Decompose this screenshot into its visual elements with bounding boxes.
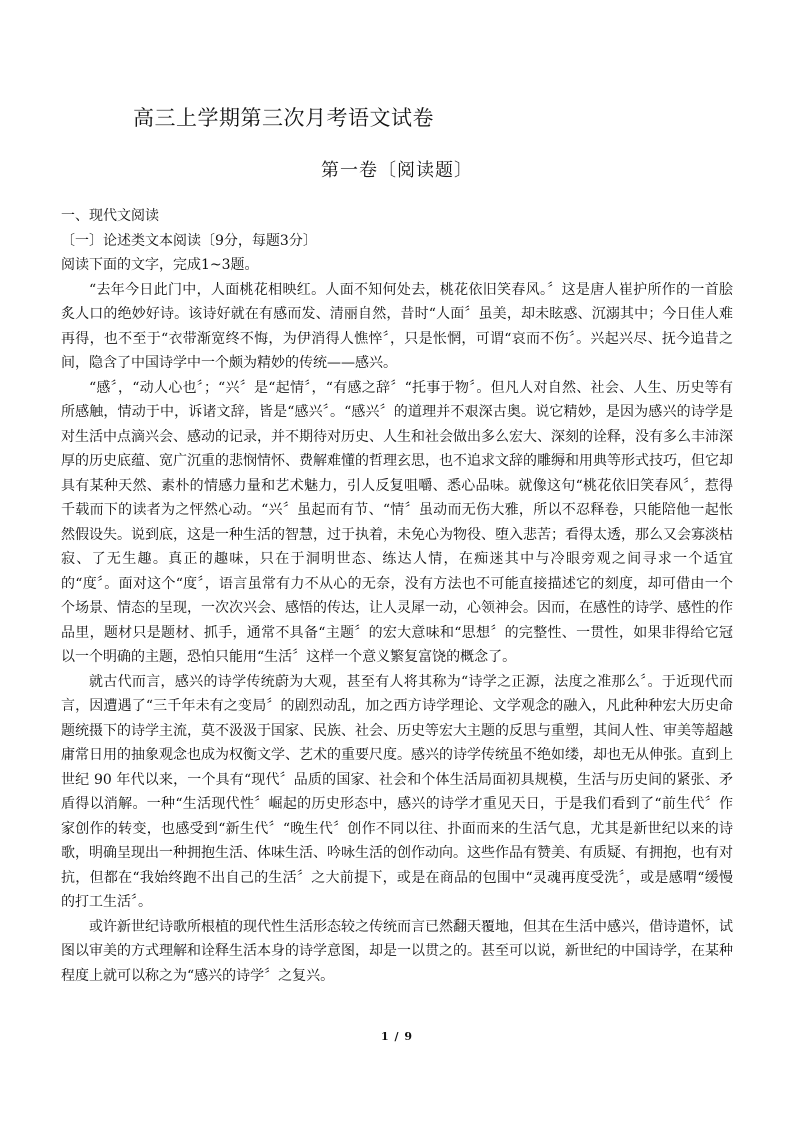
passage-paragraph-1: “去年今日此门中，人面桃花相映红。人面不知何处去，桃花依旧笑春风。〞这是唐人崔护所作的一首脍炙人口的绝妙好诗。该诗好就在有感而发、清丽自然，昔时“人面〞虽美，却未眩惑、沉溺其中；今日佳人难再得，也不至于“衣带渐宽终不悔，为伊消得人憔悴〞，只是怅惘，可谓“哀而不伤〞。兴起兴尽、抚今追昔之间，隐含了中国诗学中一个颇为精妙的传统——感兴。 [61, 281, 733, 371]
exam-content [61, 204, 733, 988]
volume-subtitle: 第一卷〔阅读题〕 [321, 160, 473, 181]
page-number: 1 / 9 [381, 1030, 413, 1043]
reading-instruction: 阅读下面的文字，完成1~3题。 [61, 257, 259, 273]
section-heading: 一、现代文阅读 [61, 208, 159, 224]
passage-paragraph-4: 或许新世纪诗歌所根植的现代性生活形态较之传统而言已然翻天覆地，但其在生活中感兴，借诗遣怀，试图以审美的方式理解和诠释生活本身的诗学意图，却是一以贯之的。甚至可以说，新世纪的中国诗学，在某种程度上就可以称之为“感兴的诗学〞之复兴。 [61, 918, 733, 984]
exam-title: 高三上学期第三次月考语文试卷 [133, 106, 434, 130]
section-subheading: 〔一〕论述类文本阅读〔9分，每题3分〕 [61, 232, 317, 249]
passage-paragraph-2: “感〞，“动人心也〞；“兴〞是“起情〞，“有感之辞〞“托事于物〞。但凡人对自然、社会、人生、历史等有所感触，情动于中，诉诸文辞，皆是“感兴〞。“感兴〞的道理并不艰深古奥。说它精妙，是因为感兴的诗学是对生活中点滴兴会、感动的记录，并不期待对历史、人生和社会做出多么宏大、深刻的诠释，没有多么丰沛深厚的历史底蕴、宽广沉重的悲悯情怀、费解难懂的哲理玄思，也不追求文辞的雕缛和用典等形式技巧，但它却具有某种天然、素朴的情感力量和艺术魅力，引人反复咀嚼、悉心品味。就像这句“桃花依旧笑春风〞，惹得千载而下的读者为之怦然心动。“兴〞虽起而有节、“情〞虽动而无伤大雅，所以不忍释卷，只能陪他一起怅然假设失。说到底，这是一种生活的智慧，过于执着，未免心为物役、堕入悲苦；看得太透，那么又会寡淡枯寂、了无生趣。真正的趣味，只在于洞明世态、练达人情，在痴迷其中与冷眼旁观之间寻求一个适宜的“度〞。面对这个“度〞，语言虽常有力不从心的无奈，没有方法也不可能直接描述它的刻度，却可借由一个个场景、情态的呈现，一次次兴会、感悟的传达，让人灵犀一动，心领神会。因而，在感性的诗学、感性的作品里，题材只是题材、抓手，通常不具备“主题〞的宏大意味和“思想〞的完整性、一贯性，如果非得给它冠以一个明确的主题，恐怕只能用“生活〞这样一个意义繁复富饶的概念了。 [61, 379, 733, 665]
passage-paragraph-3: 就古代而言，感兴的诗学传统蔚为大观，甚至有人将其称为“诗学之正源，法度之准那么〞。于近现代而言，因遭遇了“三千年未有之变局〞的剧烈动乱，加之西方诗学理论、文学观念的融入，凡此种种宏大历史命题统摄下的诗学主流，莫不汲汲于国家、民族、社会、历史等宏大主题的反思与重塑，其间人性、审美等超越庸常日用的抽象观念也成为权衡文学、艺术的重要尺度。感兴的诗学传统虽不绝如缕，却也无从伸张。直到上世纪 90 年代以来，一个具有“现代〞品质的国家、社会和个体生活局面初具规模，生活与历史间的紧张、矛盾得以消解。一种“生活现代性〞崛起的历史形态中，感兴的诗学才重见天日，于是我们看到了“前生代〞作家创作的转变，也感受到“新生代〞“晚生代〞创作不同以往、扑面而来的生活气息，尤其是新世纪以来的诗歌，明确呈现出一种拥抱生活、体味生活、吟咏生活的创作动向。这些作品有赞美、有质疑、有拥抱，也有对抗，但都在“我始终跑不出自己的生活〞之大前提下，或是在商品的包围中“灵魂再度受洗〞，或是感喟“缓慢的打工生活〞。 [61, 673, 733, 910]
